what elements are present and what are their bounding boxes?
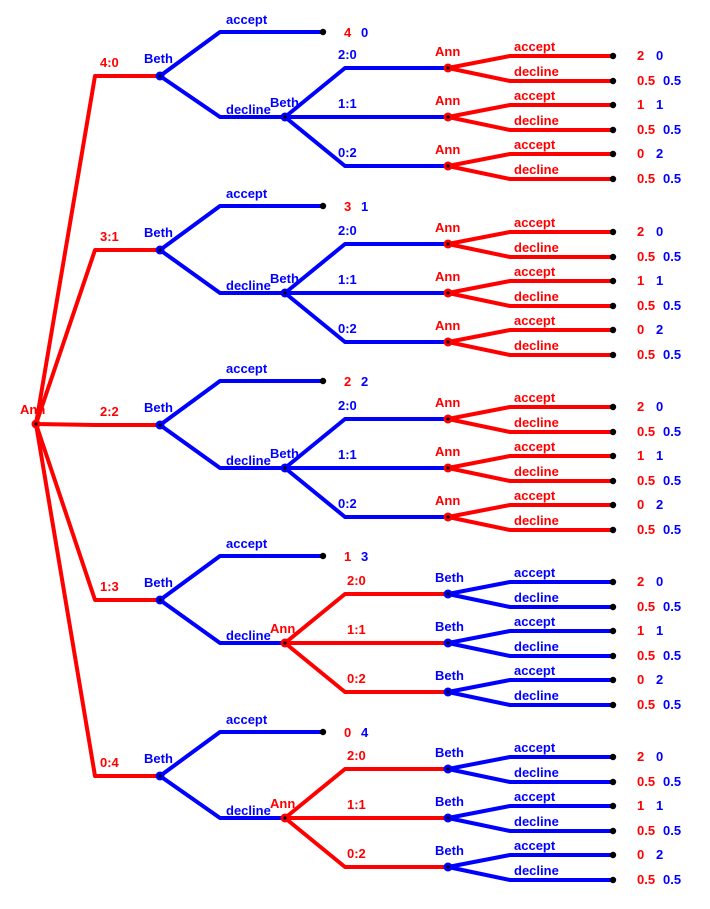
- payoff-ann: 0.5: [637, 298, 656, 313]
- payoff-ann: 0.5: [637, 648, 656, 663]
- decision-node-beth-center: [158, 774, 161, 777]
- offer-label: 0:4: [100, 755, 119, 770]
- decision-node-beth-center: [158, 74, 161, 77]
- payoff-beth: 2: [656, 672, 664, 687]
- counter-offer-label: 2:0: [338, 398, 357, 413]
- terminal-node: [610, 53, 616, 59]
- player-node-label: Ann: [435, 318, 461, 333]
- player-node-label: Ann: [435, 493, 461, 508]
- payoff-beth: 4: [361, 725, 369, 740]
- decline-edge-label: decline: [226, 628, 271, 643]
- counter-offer-label: 1:1: [338, 447, 357, 462]
- payoff-ann: 0.5: [637, 872, 656, 887]
- terminal-node: [610, 78, 616, 84]
- accept-edge-label: accept: [514, 390, 556, 405]
- terminal-node: [610, 527, 616, 533]
- terminal-node: [610, 852, 616, 858]
- accept-edge-label: accept: [514, 439, 556, 454]
- terminal-node: [610, 478, 616, 484]
- offer-label: 1:3: [100, 579, 119, 594]
- terminal-node: [610, 702, 616, 708]
- decision-node-beth-center: [158, 248, 161, 251]
- payoff-ann: 1: [637, 273, 645, 288]
- payoff-beth: 0: [361, 25, 369, 40]
- terminal-node: [610, 628, 616, 634]
- payoff-beth: 2: [656, 497, 664, 512]
- payoff-ann: 0.5: [637, 424, 656, 439]
- player-node-label: Ann: [435, 269, 461, 284]
- decline-edge-label: decline: [514, 113, 559, 128]
- payoff-beth: 0.5: [663, 347, 682, 362]
- decision-node-beth-center: [283, 466, 286, 469]
- accept-edge-label: accept: [226, 536, 268, 551]
- decision-node-beth-center: [283, 115, 286, 118]
- decline-edge-label: decline: [514, 639, 559, 654]
- offer-label: 3:1: [100, 229, 119, 244]
- payoff-ann: 1: [637, 448, 645, 463]
- payoff-beth: 0.5: [663, 522, 682, 537]
- terminal-node: [610, 404, 616, 410]
- counter-offer-label: 1:1: [338, 96, 357, 111]
- terminal-node: [610, 677, 616, 683]
- decision-node-beth-center: [446, 641, 449, 644]
- accept-edge-label: accept: [514, 313, 556, 328]
- payoff-ann: 0.5: [637, 122, 656, 137]
- payoff-ann: 0.5: [637, 249, 656, 264]
- terminal-node: [610, 803, 616, 809]
- payoff-ann: 0: [637, 146, 645, 161]
- accept-edge-label: accept: [514, 789, 556, 804]
- player-node-label: Ann: [435, 44, 461, 59]
- payoff-ann: 2: [637, 399, 645, 414]
- payoff-ann: 0: [637, 322, 645, 337]
- payoff-beth: 0: [656, 224, 664, 239]
- counter-offer-label: 1:1: [347, 622, 366, 637]
- terminal-node: [610, 278, 616, 284]
- offer-branch-line: [36, 424, 160, 425]
- decision-node-beth-center: [446, 865, 449, 868]
- payoff-beth: 0.5: [663, 473, 682, 488]
- player-node-label: Beth: [435, 619, 464, 634]
- payoff-ann: 0.5: [637, 774, 656, 789]
- decision-node-beth-center: [446, 690, 449, 693]
- decision-node-beth-center: [446, 816, 449, 819]
- decision-node-ann-center: [446, 164, 449, 167]
- decision-node-ann-center: [283, 816, 286, 819]
- terminal-node: [610, 453, 616, 459]
- decision-node-ann-center: [283, 641, 286, 644]
- player-node-label: Ann: [435, 142, 461, 157]
- player-node-label: Beth: [270, 95, 299, 110]
- terminal-node: [610, 176, 616, 182]
- payoff-beth: 0.5: [663, 872, 682, 887]
- payoff-beth: 0.5: [663, 249, 682, 264]
- payoff-ann: 0.5: [637, 599, 656, 614]
- payoff-ann: 2: [637, 224, 645, 239]
- counter-offer-label: 2:0: [338, 47, 357, 62]
- payoff-ann: 0.5: [637, 73, 656, 88]
- payoff-beth: 2: [361, 374, 369, 389]
- player-node-label: Ann: [435, 395, 461, 410]
- payoff-ann: 0.5: [637, 473, 656, 488]
- terminal-node: [320, 729, 326, 735]
- counter-offer-label: 0:2: [347, 846, 366, 861]
- decline-edge-label: decline: [514, 289, 559, 304]
- player-node-label: Beth: [144, 575, 173, 590]
- counter-offer-label: 2:0: [338, 223, 357, 238]
- accept-edge-label: accept: [514, 488, 556, 503]
- payoff-beth: 0.5: [663, 823, 682, 838]
- payoff-beth: 2: [656, 146, 664, 161]
- decision-node-ann-center: [446, 66, 449, 69]
- decision-node-beth-center: [446, 767, 449, 770]
- player-node-label: Beth: [144, 400, 173, 415]
- accept-edge-label: accept: [226, 12, 268, 27]
- terminal-node: [610, 102, 616, 108]
- payoff-ann: 3: [344, 199, 352, 214]
- payoff-ann: 1: [637, 798, 645, 813]
- player-node-label: Ann: [435, 444, 461, 459]
- decision-node-ann-center: [446, 291, 449, 294]
- payoff-beth: 2: [656, 322, 664, 337]
- player-node-label: Ann: [270, 796, 296, 811]
- payoff-ann: 2: [344, 374, 352, 389]
- decline-edge-label: decline: [514, 814, 559, 829]
- player-node-label: Beth: [144, 751, 173, 766]
- payoff-ann: 0.5: [637, 522, 656, 537]
- counter-offer-label: 0:2: [338, 145, 357, 160]
- accept-edge-label: accept: [226, 712, 268, 727]
- payoff-beth: 0: [656, 574, 664, 589]
- payoff-beth: 0.5: [663, 122, 682, 137]
- decline-edge-label: decline: [514, 162, 559, 177]
- counter-offer-label: 1:1: [347, 797, 366, 812]
- decline-edge-label: decline: [514, 64, 559, 79]
- payoff-ann: 0.5: [637, 823, 656, 838]
- player-node-label: Ann: [270, 621, 296, 636]
- terminal-node: [320, 553, 326, 559]
- offer-label: 2:2: [100, 404, 119, 419]
- player-node-label: Beth: [435, 570, 464, 585]
- payoff-beth: 0: [656, 749, 664, 764]
- payoff-ann: 4: [344, 25, 352, 40]
- accept-edge-label: accept: [514, 614, 556, 629]
- decision-node-ann-center: [446, 115, 449, 118]
- decline-edge-label: decline: [226, 102, 271, 117]
- decline-edge-label: decline: [514, 688, 559, 703]
- payoff-ann: 0: [637, 672, 645, 687]
- decline-edge-label: decline: [514, 513, 559, 528]
- accept-edge-label: accept: [514, 740, 556, 755]
- payoff-ann: 1: [637, 97, 645, 112]
- terminal-node: [610, 151, 616, 157]
- player-node-label: Beth: [144, 51, 173, 66]
- root-node-center: [34, 422, 37, 425]
- terminal-node: [610, 779, 616, 785]
- decline-edge-label: decline: [514, 240, 559, 255]
- accept-edge-label: accept: [514, 88, 556, 103]
- payoff-beth: 0.5: [663, 648, 682, 663]
- payoff-beth: 0.5: [663, 424, 682, 439]
- terminal-node: [610, 127, 616, 133]
- player-node-label: Beth: [270, 446, 299, 461]
- terminal-node: [610, 653, 616, 659]
- decline-edge-label: decline: [226, 453, 271, 468]
- payoff-beth: 2: [656, 847, 664, 862]
- payoff-beth: 0.5: [663, 171, 682, 186]
- payoff-beth: 1: [656, 623, 664, 638]
- player-node-label: Beth: [435, 794, 464, 809]
- player-node-label: Beth: [435, 668, 464, 683]
- accept-edge-label: accept: [514, 215, 556, 230]
- decline-edge-label: decline: [514, 863, 559, 878]
- decision-node-beth-center: [158, 423, 161, 426]
- accept-edge-label: accept: [514, 264, 556, 279]
- terminal-node: [610, 604, 616, 610]
- offer-label: 4:0: [100, 55, 119, 70]
- payoff-beth: 0.5: [663, 774, 682, 789]
- decision-node-ann-center: [446, 242, 449, 245]
- payoff-ann: 1: [637, 623, 645, 638]
- terminal-node: [610, 579, 616, 585]
- terminal-node: [610, 429, 616, 435]
- payoff-beth: 0.5: [663, 73, 682, 88]
- payoff-beth: 0: [656, 399, 664, 414]
- payoff-beth: 1: [361, 199, 369, 214]
- terminal-node: [610, 754, 616, 760]
- decision-node-beth-center: [158, 598, 161, 601]
- terminal-node: [320, 29, 326, 35]
- payoff-beth: 3: [361, 549, 369, 564]
- player-node-label: Ann: [435, 220, 461, 235]
- payoff-beth: 0.5: [663, 697, 682, 712]
- terminal-node: [610, 877, 616, 883]
- counter-offer-label: 0:2: [347, 671, 366, 686]
- decision-node-ann-center: [446, 466, 449, 469]
- terminal-node: [610, 229, 616, 235]
- terminal-node: [610, 352, 616, 358]
- decline-edge-label: decline: [226, 803, 271, 818]
- player-node-label: Ann: [435, 93, 461, 108]
- decision-node-beth-center: [283, 291, 286, 294]
- payoff-ann: 0: [637, 847, 645, 862]
- decline-edge-label: decline: [514, 590, 559, 605]
- player-node-label: Beth: [270, 271, 299, 286]
- terminal-node: [320, 203, 326, 209]
- decision-node-ann-center: [446, 417, 449, 420]
- payoff-ann: 0: [344, 725, 352, 740]
- terminal-node: [610, 254, 616, 260]
- accept-edge-label: accept: [514, 663, 556, 678]
- payoff-ann: 2: [637, 574, 645, 589]
- counter-offer-label: 2:0: [347, 573, 366, 588]
- accept-edge-label: accept: [514, 565, 556, 580]
- decision-node-beth-center: [446, 592, 449, 595]
- payoff-ann: 2: [637, 749, 645, 764]
- player-node-label: Beth: [435, 843, 464, 858]
- accept-edge-label: accept: [514, 838, 556, 853]
- root-label: Ann: [20, 402, 46, 417]
- payoff-beth: 0.5: [663, 599, 682, 614]
- decline-edge-label: decline: [514, 765, 559, 780]
- payoff-beth: 0.5: [663, 298, 682, 313]
- accept-edge-label: accept: [514, 39, 556, 54]
- accept-edge-label: accept: [226, 186, 268, 201]
- accept-edge-label: accept: [514, 137, 556, 152]
- terminal-node: [610, 303, 616, 309]
- decision-node-ann-center: [446, 515, 449, 518]
- decline-edge-label: decline: [514, 415, 559, 430]
- payoff-ann: 0.5: [637, 697, 656, 712]
- decline-edge-label: decline: [226, 278, 271, 293]
- payoff-ann: 0.5: [637, 347, 656, 362]
- counter-offer-label: 0:2: [338, 496, 357, 511]
- payoff-beth: 1: [656, 273, 664, 288]
- player-node-label: Beth: [144, 225, 173, 240]
- accept-edge-label: accept: [226, 361, 268, 376]
- decline-edge-label: decline: [514, 338, 559, 353]
- payoff-beth: 1: [656, 97, 664, 112]
- payoff-ann: 0: [637, 497, 645, 512]
- payoff-ann: 0.5: [637, 171, 656, 186]
- counter-offer-label: 1:1: [338, 272, 357, 287]
- terminal-node: [320, 378, 326, 384]
- payoff-beth: 0: [656, 48, 664, 63]
- terminal-node: [610, 828, 616, 834]
- decision-node-ann-center: [446, 340, 449, 343]
- terminal-node: [610, 327, 616, 333]
- payoff-beth: 1: [656, 448, 664, 463]
- terminal-node: [610, 502, 616, 508]
- payoff-beth: 1: [656, 798, 664, 813]
- counter-offer-label: 2:0: [347, 748, 366, 763]
- payoff-ann: 1: [344, 549, 352, 564]
- counter-offer-label: 0:2: [338, 321, 357, 336]
- decline-edge-label: decline: [514, 464, 559, 479]
- player-node-label: Beth: [435, 745, 464, 760]
- payoff-ann: 2: [637, 48, 645, 63]
